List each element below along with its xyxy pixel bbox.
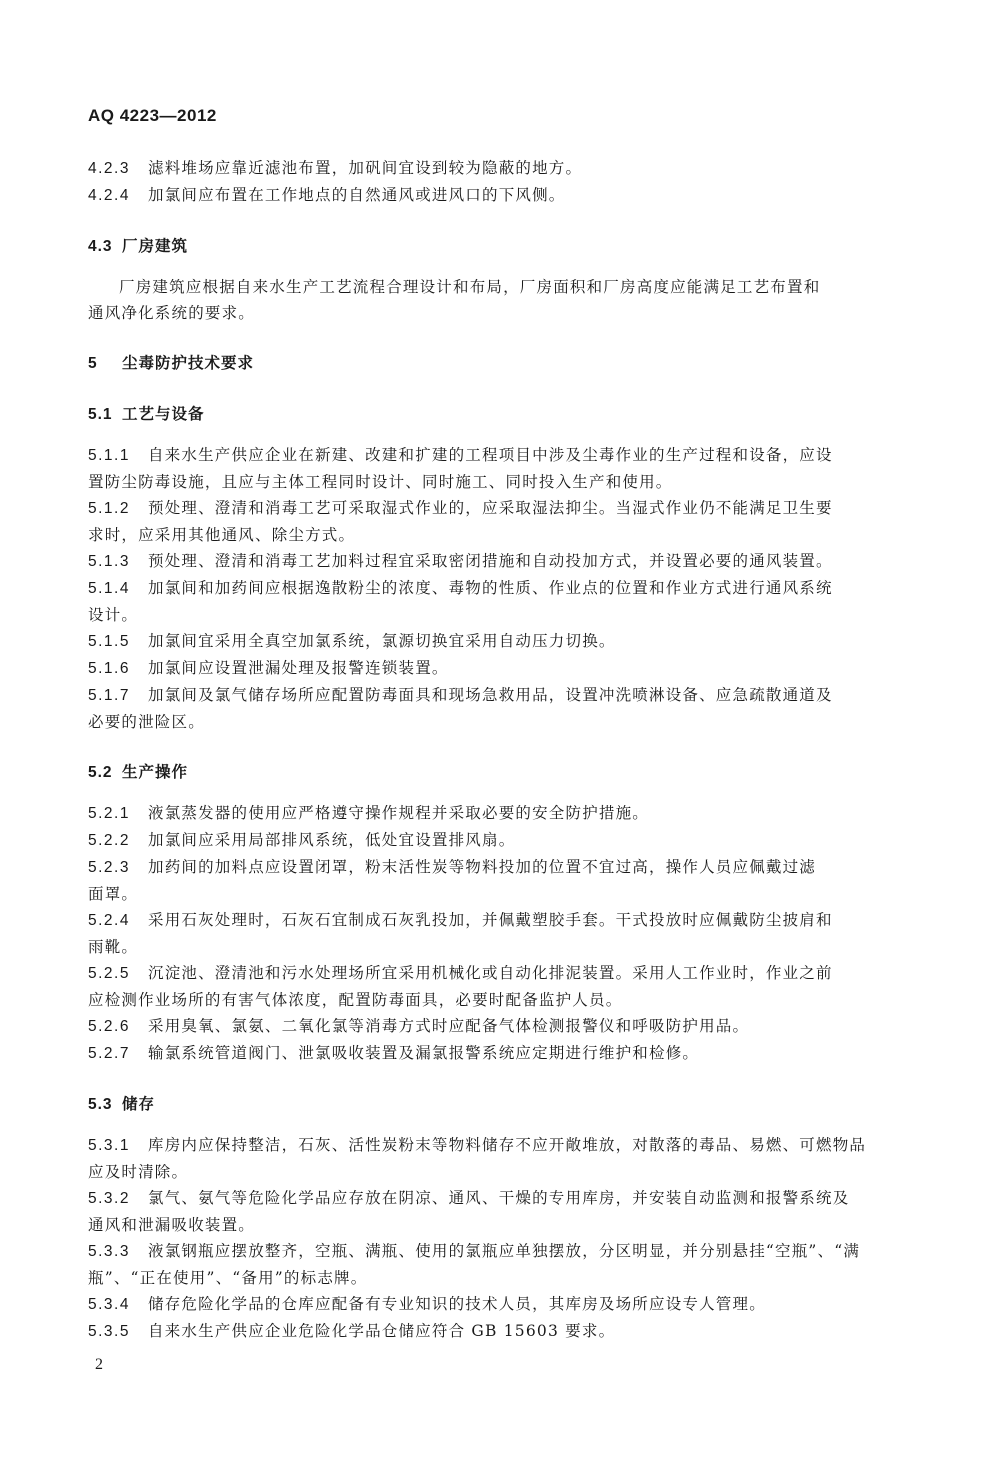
clause-text: 库房内应保持整洁，石灰、活性炭粉末等物料储存不应开敞堆放，对散落的毒品、易燃、可燃物品	[148, 1136, 867, 1154]
clause-number: 5.3.5	[88, 1323, 130, 1340]
clause-5-1-3	[88, 548, 908, 575]
clause-text: 液氯钢瓶应摆放整齐，空瓶、满瓶、使用的氯瓶应单独摆放，分区明显，并分别悬挂“空瓶”、“满	[148, 1242, 861, 1260]
paragraph-4-3-line-1: 厂房建筑应根据自来水生产工艺流程合理设计和布局，厂房面积和厂房高度应能满足工艺布置和	[119, 278, 821, 296]
section-heading-5-3	[88, 1091, 908, 1118]
clause-text: 加氯间和加药间应根据逸散粉尘的浓度、毒物的性质、作业点的位置和作业方式进行通风系统	[148, 579, 833, 597]
clause-text: 工艺与设备	[122, 404, 205, 423]
clause-text: 滤料堆场应靠近滤池布置，加矾间宜设到较为隐蔽的地方。	[148, 159, 583, 177]
clause-number: 5.2.6	[88, 1018, 130, 1035]
clause-5-2-7	[88, 1040, 908, 1067]
clause-text: 生产操作	[122, 762, 189, 781]
clause-text: 液氯蒸发器的使用应严格遵守操作规程并采取必要的安全防护措施。	[148, 804, 650, 822]
clause-5-1-6	[88, 655, 908, 682]
clause-number: 5.1.1	[88, 447, 130, 464]
clause-4-2-3	[88, 155, 908, 182]
clause-text: 沉淀池、澄清池和污水处理场所宜采用机械化或自动化排泥装置。采用人工作业时，作业之前	[148, 964, 833, 982]
clause-number: 5.3.4	[88, 1296, 130, 1313]
clause-number: 5.1.2	[88, 500, 130, 517]
clause-number: 5.3.3	[88, 1243, 130, 1260]
clause-5-3-1-cont: 应及时清除。	[88, 1163, 189, 1181]
clause-text: 氯气、氨气等危险化学品应存放在阴凉、通风、干燥的专用库房，并安装自动监测和报警系统及	[148, 1189, 850, 1207]
clause-5-3-2-cont: 通风和泄漏吸收装置。	[88, 1216, 256, 1234]
clause-number: 5.1.6	[88, 660, 130, 677]
clause-text: 加氯间及氯气储存场所应配置防毒面具和现场急救用品，设置冲洗喷淋设备、应急疏散通道及	[148, 686, 833, 704]
clause-text: 预处理、澄清和消毒工艺可采取湿式作业的，应采取湿法抑尘。当湿式作业仍不能满足卫生要	[148, 499, 833, 517]
clause-text: 5.2	[88, 764, 113, 781]
clause-number: 5.1.5	[88, 633, 130, 650]
document-code: AQ 4223—2012	[88, 106, 217, 125]
clause-number: 5.3.2	[88, 1190, 130, 1207]
clause-5-1-7-cont: 必要的泄险区。	[88, 713, 205, 731]
clause-text: 加氯间宜采用全真空加氯系统，氯源切换宜采用自动压力切换。	[148, 632, 616, 650]
section-heading-5-2	[88, 759, 908, 786]
clause-number: 5.2.3	[88, 859, 130, 876]
clause-text: 加氯间应采用局部排风系统，低处宜设置排风扇。	[148, 831, 516, 849]
clause-number: 4.2.4	[88, 187, 130, 204]
clause-5-1-1	[88, 442, 908, 469]
clause-text: 自来水生产供应企业危险化学品仓储应符合 GB 15603 要求。	[148, 1322, 616, 1340]
clause-number: 5.1.7	[88, 687, 130, 704]
clause-5-2-2	[88, 827, 908, 854]
clause-text: 采用臭氧、氯氨、二氧化氯等消毒方式时应配备气体检测报警仪和呼吸防护用品。	[148, 1017, 750, 1035]
clause-5-2-3	[88, 854, 908, 881]
clause-5-1-4	[88, 575, 908, 602]
document-body	[88, 155, 908, 1345]
clause-5-1-5	[88, 628, 908, 655]
clause-4-2-4	[88, 182, 908, 209]
clause-5-1-1-cont: 置防尘防毒设施，且应与主体工程同时设计、同时施工、同时投入生产和使用。	[88, 473, 673, 491]
clause-5-3-2	[88, 1185, 908, 1212]
clause-5-1-2-cont: 求时，应采用其他通风、除尘方式。	[88, 526, 356, 544]
clause-5-3-4	[88, 1291, 908, 1318]
clause-5-3-1	[88, 1132, 908, 1159]
clause-5-2-4	[88, 907, 908, 934]
clause-text: 储存	[122, 1094, 156, 1113]
clause-number: 5.1.3	[88, 553, 130, 570]
clause-5-3-5	[88, 1318, 908, 1345]
clause-text: 输氯系统管道阀门、泄氯吸收装置及漏氯报警系统应定期进行维护和检修。	[148, 1044, 700, 1062]
clause-text: 尘毒防护技术要求	[122, 353, 255, 372]
clause-5-3-3	[88, 1238, 908, 1265]
clause-text: 加氯间应布置在工作地点的自然通风或进风口的下风侧。	[148, 186, 566, 204]
clause-5-2-3-cont: 面罩。	[88, 885, 139, 903]
clause-5-2-1	[88, 800, 908, 827]
clause-5-2-4-cont: 雨靴。	[88, 938, 139, 956]
clause-5-1-4-cont: 设计。	[88, 606, 139, 624]
clause-number: 4.2.3	[88, 160, 130, 177]
clause-5-3-3-cont: 瓶”、“正在使用”、“备用”的标志牌。	[88, 1269, 368, 1287]
page-number: 2	[95, 1356, 103, 1373]
clause-text: 5	[88, 355, 98, 372]
clause-number: 5.2.7	[88, 1045, 130, 1062]
clause-number: 5.2.2	[88, 832, 130, 849]
clause-5-2-5	[88, 960, 908, 987]
clause-text: 厂房建筑	[122, 236, 189, 255]
clause-text: 5.1	[88, 406, 113, 423]
clause-text: 采用石灰处理时，石灰石宜制成石灰乳投加，并佩戴塑胶手套。干式投放时应佩戴防尘披肩和	[148, 911, 833, 929]
clause-text: 预处理、澄清和消毒工艺加料过程宜采取密闭措施和自动投加方式，并设置必要的通风装置。	[148, 552, 833, 570]
section-heading-5-1	[88, 401, 908, 428]
clause-5-2-6	[88, 1013, 908, 1040]
clause-text: 储存危险化学品的仓库应配备有专业知识的技术人员，其库房及场所应设专人管理。	[148, 1295, 766, 1313]
clause-text: 自来水生产供应企业在新建、改建和扩建的工程项目中涉及尘毒作业的生产过程和设备，应设	[148, 446, 833, 464]
clause-text: 加药间的加料点应设置闭罩，粉末活性炭等物料投加的位置不宜过高，操作人员应佩戴过滤	[148, 858, 817, 876]
clause-5-1-7	[88, 682, 908, 709]
chapter-heading-5	[88, 350, 908, 377]
paragraph-4-3-line-2: 通风净化系统的要求。	[88, 304, 256, 322]
clause-text: 5.3	[88, 1096, 113, 1113]
clause-number: 5.3.1	[88, 1137, 130, 1154]
section-heading-4-3	[88, 233, 908, 260]
clause-5-1-2	[88, 495, 908, 522]
clause-text: 4.3	[88, 238, 113, 255]
clause-number: 5.1.4	[88, 580, 130, 597]
clause-number: 5.2.1	[88, 805, 130, 822]
clause-text: 加氯间应设置泄漏处理及报警连锁装置。	[148, 659, 449, 677]
clause-number: 5.2.4	[88, 912, 130, 929]
clause-number: 5.2.5	[88, 965, 130, 982]
clause-5-2-5-cont: 应检测作业场所的有害气体浓度，配置防毒面具，必要时配备监护人员。	[88, 991, 623, 1009]
